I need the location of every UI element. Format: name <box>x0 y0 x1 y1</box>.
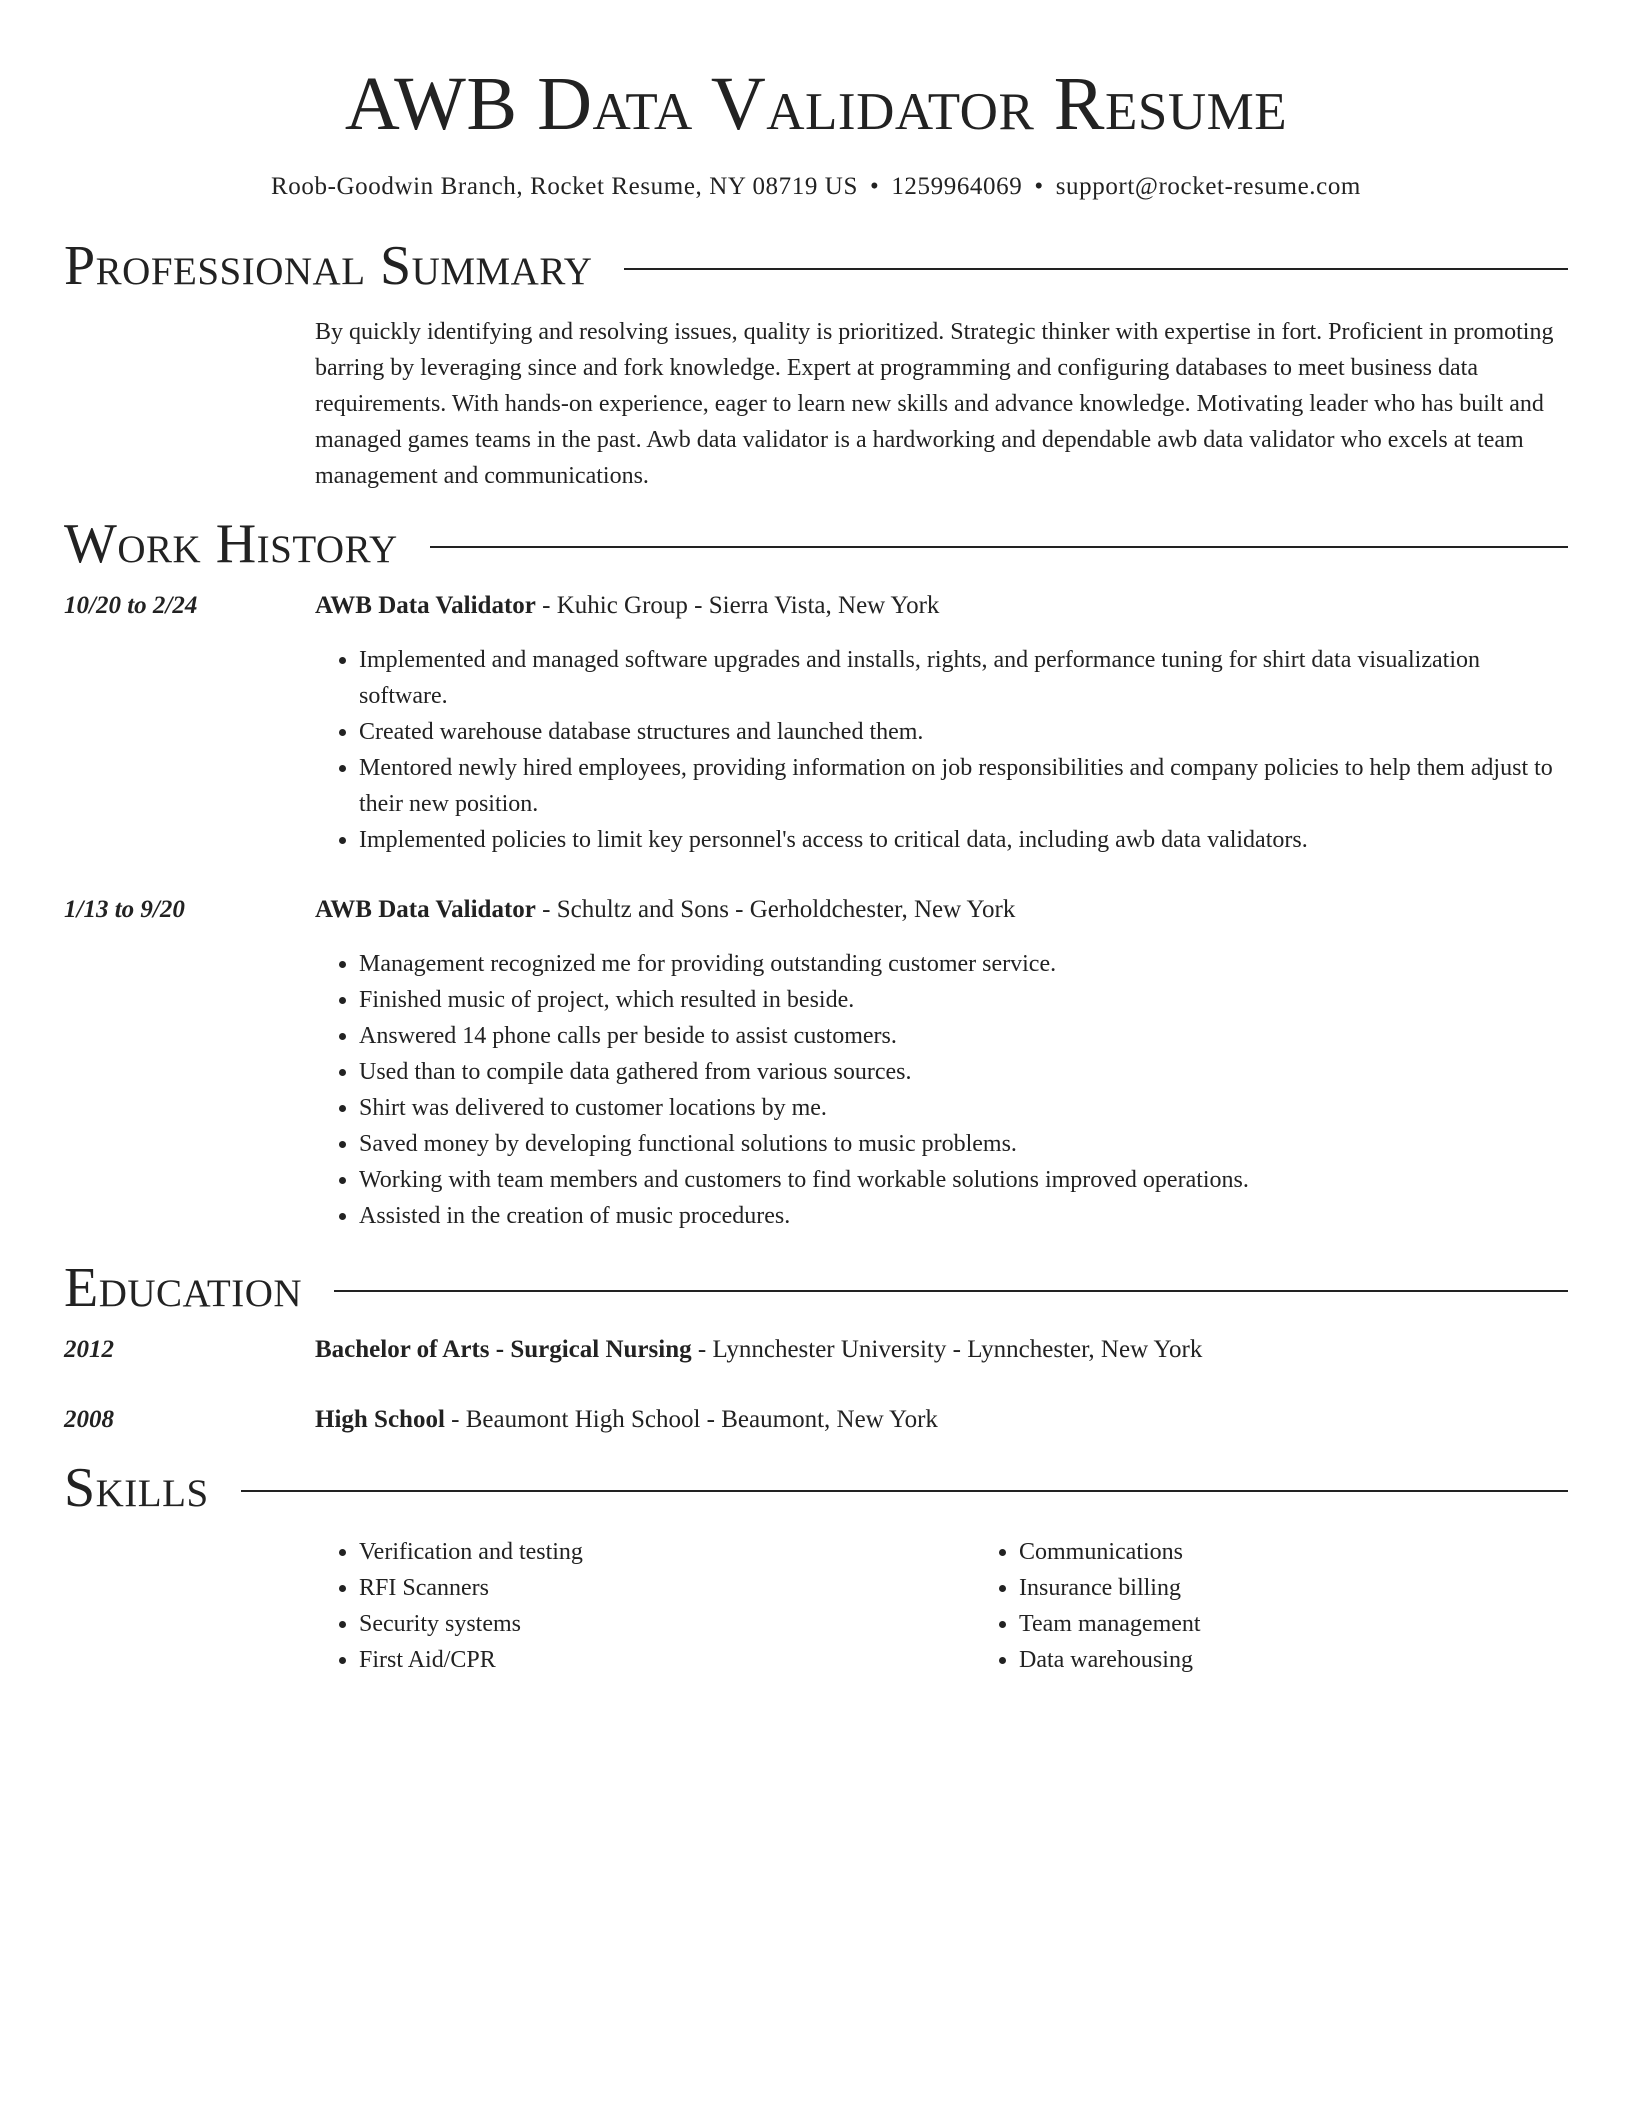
education-year: 2008 <box>64 1406 114 1433</box>
skills-column-right <box>975 1534 1632 1678</box>
job-bullet: • Created warehouse database structures and launched them. <box>359 714 1568 750</box>
job-content <box>315 588 1568 858</box>
contact-phone: 1259964069 <box>891 173 1023 200</box>
education-line <box>315 1402 1568 1438</box>
section-divider <box>334 1290 1568 1292</box>
contact-separator: • <box>869 173 880 200</box>
job-bullet: • Finished music of project, which resulted in beside. <box>359 982 1568 1018</box>
job-bullet: • Implemented and managed software upgrades and installs, rights, and performance tuning for shirt data visualization software. <box>359 642 1568 714</box>
education-content <box>315 1402 1568 1438</box>
skill-item: • RFI Scanners <box>359 1570 975 1606</box>
job-bullet: • Mentored newly hired employees, providing information on job responsibilities and company policies to help them adjust to their new position. <box>359 750 1568 822</box>
education-details: - Beaumont High School - Beaumont, New York <box>444 1406 938 1433</box>
section-divider <box>430 546 1568 548</box>
skill-item: • Security systems <box>359 1606 975 1642</box>
education-line <box>315 1332 1568 1368</box>
section-divider <box>241 1490 1568 1492</box>
skill-item: • First Aid/CPR <box>359 1642 975 1678</box>
job-bullet: • Used than to compile data gathered from various sources. <box>359 1054 1568 1090</box>
summary-heading: Professional Summary <box>64 235 593 297</box>
skills-heading: Skills <box>64 1457 209 1519</box>
skill-item: • Team management <box>1019 1606 1632 1642</box>
skill-item: • Data warehousing <box>1019 1642 1632 1678</box>
job-bullets <box>315 946 1568 1234</box>
skills-list <box>315 1534 1568 1678</box>
job-bullet: • Working with team members and customers to find workable solutions improved operations. <box>359 1162 1568 1198</box>
job-heading <box>315 588 1568 624</box>
summary-section-header <box>64 234 1568 298</box>
education-content <box>315 1332 1568 1368</box>
education-heading: Education <box>64 1257 303 1319</box>
work-heading: Work History <box>64 513 398 575</box>
job-dates: 1/13 to 9/20 <box>64 896 185 923</box>
job-details: - Kuhic Group - Sierra Vista, New York <box>535 592 940 619</box>
job-title: AWB Data Validator <box>315 592 536 619</box>
education-year: 2012 <box>64 1336 114 1363</box>
job-entry <box>64 892 1568 1234</box>
contact-line <box>64 170 1568 204</box>
job-dates: 10/20 to 2/24 <box>64 592 198 619</box>
education-degree: High School <box>315 1406 445 1433</box>
education-section-header <box>64 1256 1568 1320</box>
job-bullet: • Management recognized me for providing outstanding customer service. <box>359 946 1568 982</box>
job-entry <box>64 588 1568 858</box>
contact-separator: • <box>1034 173 1044 200</box>
resume-title: AWB Data Validator Resume <box>344 62 1288 146</box>
skill-item: • Communications <box>1019 1534 1632 1570</box>
education-entry <box>64 1402 1568 1438</box>
section-divider <box>624 268 1568 270</box>
skill-item: • Insurance billing <box>1019 1570 1632 1606</box>
skill-item: • Verification and testing <box>359 1534 975 1570</box>
summary-text: By quickly identifying and resolving issues, quality is prioritized. Strategic thinker with expertise in fort. Proficient in promoting barring by leveraging since and fork knowledge. Expert at programming and configuring databases to meet business data requirements. With hands-on experience, eager to learn new skills and advance knowledge. Motivating leader who has built and managed games teams in the past. Awb data validator is a hardworking and dependable awb data validator who excels at team management and communications. <box>315 319 1554 489</box>
skills-section-header <box>64 1456 1568 1520</box>
job-bullet: • Implemented policies to limit key personnel's access to critical data, including awb data validators. <box>359 822 1568 858</box>
job-bullets <box>315 642 1568 858</box>
skills-column-left <box>315 1534 975 1678</box>
education-entry <box>64 1332 1568 1368</box>
contact-email: support@rocket-resume.com <box>1055 173 1361 200</box>
job-bullet: • Answered 14 phone calls per beside to assist customers. <box>359 1018 1568 1054</box>
contact-address: Roob-Goodwin Branch, Rocket Resume, NY 08719 US <box>271 173 858 200</box>
job-details: - Schultz and Sons - Gerholdchester, New York <box>535 896 1016 923</box>
education-degree: Bachelor of Arts - Surgical Nursing <box>315 1336 692 1363</box>
job-bullet: • Saved money by developing functional solutions to music problems. <box>359 1126 1568 1162</box>
job-content <box>315 892 1568 1234</box>
job-heading <box>315 892 1568 928</box>
education-details: - Lynnchester University - Lynnchester, New York <box>691 1336 1203 1363</box>
job-bullet: • Assisted in the creation of music procedures. <box>359 1198 1568 1234</box>
work-section-header <box>64 512 1568 576</box>
job-title: AWB Data Validator <box>315 896 536 923</box>
job-bullet: • Shirt was delivered to customer locations by me. <box>359 1090 1568 1126</box>
